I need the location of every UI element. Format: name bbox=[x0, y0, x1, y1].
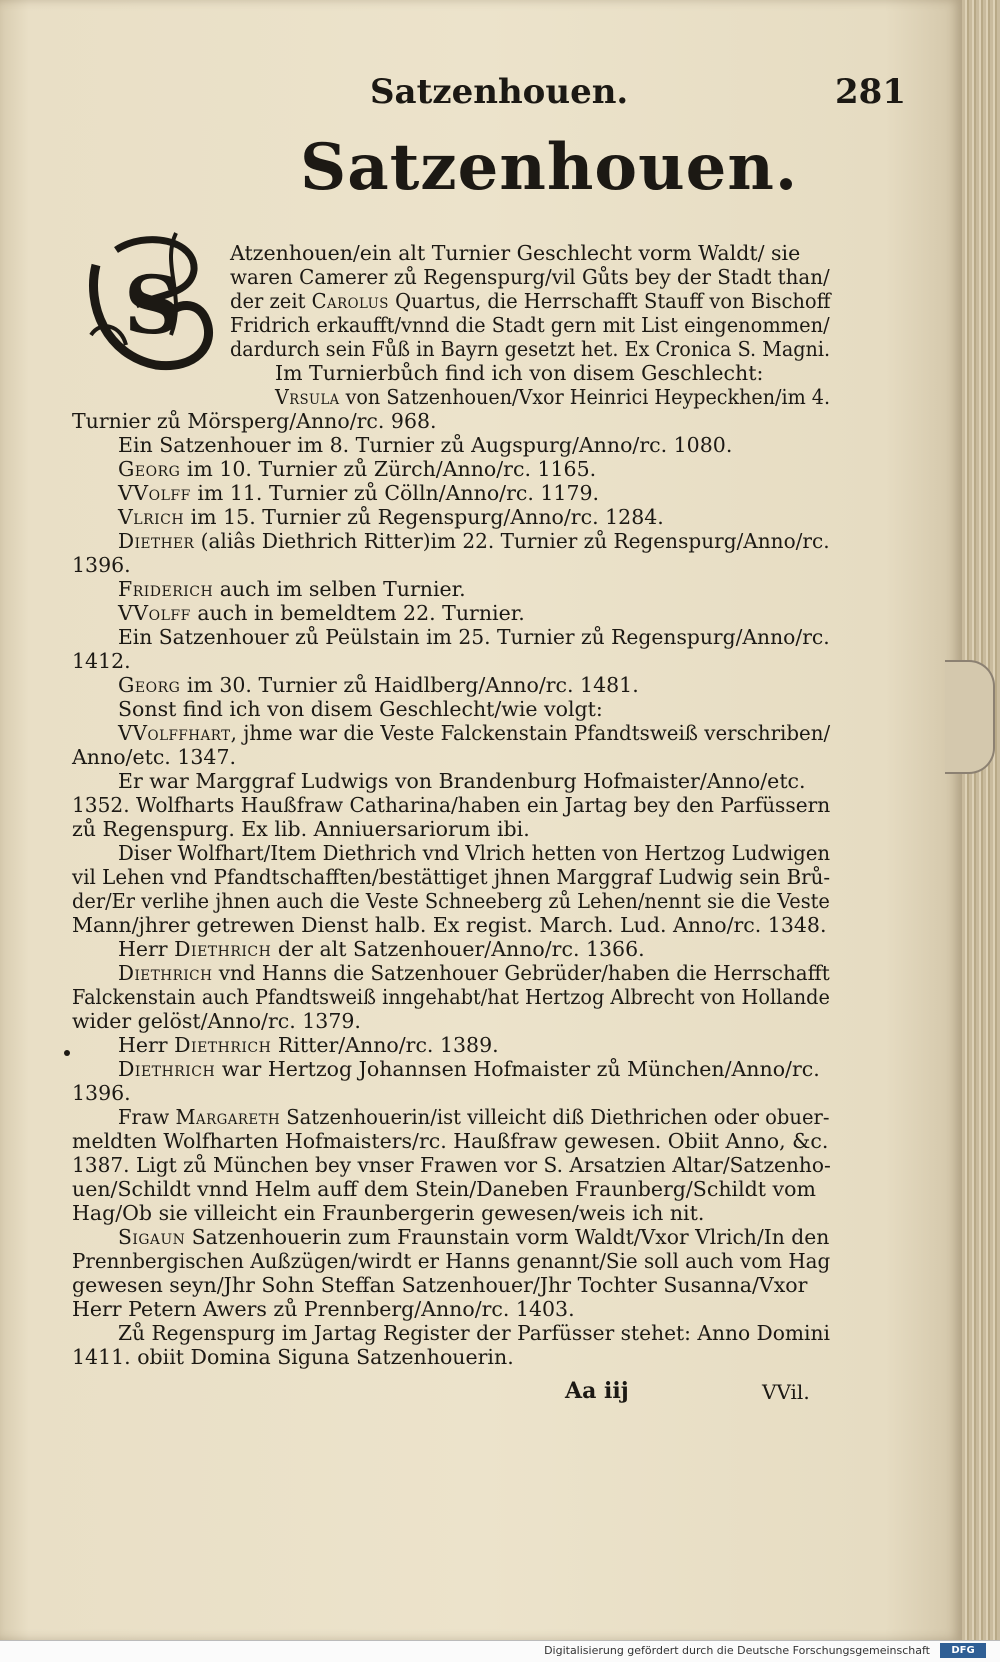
text-run: 1396. bbox=[72, 1081, 131, 1105]
text-line bbox=[72, 649, 131, 673]
text-run: vnd Hanns die Satzenhouer Gebrüder/haben die Herrschafft bbox=[212, 961, 830, 985]
name-smallcaps: Diethrich bbox=[118, 1057, 216, 1081]
text-line bbox=[118, 625, 830, 649]
text-run: Satzenhouerin/ist villeicht diß Diethrichen oder obuer- bbox=[280, 1105, 830, 1129]
text-line bbox=[72, 1345, 514, 1369]
name-smallcaps: Diether bbox=[118, 529, 195, 553]
text-run: der/Er verlihe jhnen auch die Veste Schneeberg zů Lehen/nennt sie die Veste bbox=[72, 889, 830, 913]
text-line bbox=[72, 817, 530, 841]
text-run: Herr Petern Awers zů Prennberg/Anno/rc. 1403. bbox=[72, 1297, 575, 1321]
text-line bbox=[118, 1057, 820, 1081]
text-run: Quartus, die Herrschafft Stauff von Bischoff bbox=[388, 289, 831, 313]
text-line bbox=[72, 913, 827, 937]
text-line bbox=[72, 985, 830, 1009]
text-line bbox=[118, 841, 830, 865]
text-run: auch in bemeldtem 22. Turnier. bbox=[190, 601, 525, 625]
text-run: der zeit bbox=[230, 289, 312, 313]
text-line bbox=[118, 433, 732, 457]
text-line bbox=[118, 673, 639, 697]
text-line bbox=[118, 1105, 829, 1129]
text-run: , jhme war die Veste Falckenstain Pfandtsweiß verschriben/ bbox=[230, 721, 831, 745]
text-line bbox=[72, 1201, 704, 1225]
name-smallcaps: Vlrich bbox=[118, 505, 185, 529]
page-title: Satzenhouen. bbox=[300, 130, 799, 205]
text-line bbox=[230, 289, 831, 313]
text-run: Ein Satzenhouer im 8. Turnier zů Augspurg/Anno/rc. 1080. bbox=[118, 433, 733, 457]
text-line bbox=[118, 577, 466, 601]
book-clasp bbox=[945, 660, 995, 774]
text-line bbox=[118, 1321, 830, 1345]
text-run: 1352. Wolfharts Haußfraw Catharina/haben ein Jartag bey den Parfüssern bbox=[72, 793, 831, 817]
name-smallcaps: VVolff bbox=[118, 601, 191, 625]
dfg-logo: DFG bbox=[940, 1643, 986, 1658]
text-line bbox=[72, 553, 131, 577]
text-run: meldten Wolfharten Hofmaisters/rc. Haußfraw gewesen. Obiit Anno, &c. bbox=[72, 1129, 829, 1153]
text-line bbox=[118, 697, 603, 721]
text-line bbox=[72, 889, 830, 913]
text-line bbox=[118, 721, 830, 745]
text-line bbox=[72, 865, 830, 889]
text-line bbox=[72, 409, 437, 433]
text-line bbox=[230, 313, 830, 337]
text-line bbox=[72, 1273, 807, 1297]
running-title: Satzenhouen. bbox=[370, 72, 629, 112]
text-line bbox=[72, 1129, 828, 1153]
text-run: Er war Marggraf Ludwigs von Brandenburg Hofmaister/Anno/etc. bbox=[118, 769, 806, 793]
text-line bbox=[275, 385, 830, 409]
text-line bbox=[230, 265, 830, 289]
name-smallcaps: Carolus bbox=[311, 289, 389, 313]
name-smallcaps: Margareth bbox=[175, 1105, 281, 1129]
text-line bbox=[72, 1153, 831, 1177]
signature-mark: Aa iij bbox=[565, 1378, 629, 1404]
text-line bbox=[72, 1249, 830, 1273]
text-line bbox=[118, 505, 664, 529]
page-number: 281 bbox=[835, 72, 906, 112]
text-line bbox=[118, 1225, 829, 1249]
text-run: der alt Satzenhouer/Anno/rc. 1366. bbox=[271, 937, 645, 961]
text-run: (aliâs Diethrich Ritter)im 22. Turnier zů Regenspurg/Anno/rc. bbox=[194, 529, 830, 553]
text-run: Mann/jhrer getrewen Dienst halb. Ex regist. March. Lud. Anno/rc. 1348. bbox=[72, 913, 827, 937]
text-run: uen/Schildt vnnd Helm auff dem Stein/Daneben Fraunberg/Schildt vom bbox=[72, 1177, 816, 1201]
text-run: vil Lehen vnd Pfandtschafften/bestättiget jhnen Marggraf Ludwig sein Brů- bbox=[72, 865, 831, 889]
text-run: Ritter/Anno/rc. 1389. bbox=[271, 1033, 499, 1057]
text-run: 1396. bbox=[72, 553, 131, 577]
text-line bbox=[230, 241, 800, 265]
text-line bbox=[118, 1033, 499, 1057]
text-line bbox=[118, 529, 830, 553]
text-line bbox=[72, 1009, 361, 1033]
text-run: gewesen seyn/Jhr Sohn Steffan Satzenhouer/Jhr Tochter Susanna/Vxor bbox=[72, 1273, 808, 1297]
text-run: 1412. bbox=[72, 649, 131, 673]
text-run: Satzenhouerin zum Fraunstain vorm Waldt/Vxor Vlrich/In den bbox=[185, 1225, 830, 1249]
footer-strip bbox=[0, 1640, 1000, 1662]
text-run: Herr bbox=[118, 1033, 175, 1057]
text-run: zů Regenspurg. Ex lib. Anniuersariorum ibi. bbox=[72, 817, 530, 841]
text-line bbox=[72, 1177, 816, 1201]
text-line bbox=[118, 937, 645, 961]
text-run: 1411. obiit Domina Siguna Satzenhouerin. bbox=[72, 1345, 514, 1369]
text-run: Ein Satzenhouer zů Peülstain im 25. Turnier zů Regenspurg/Anno/rc. bbox=[118, 625, 830, 649]
name-smallcaps: Vrsula bbox=[275, 385, 340, 409]
text-run: Turnier zů Mörsperg/Anno/rc. 968. bbox=[72, 409, 437, 433]
footer-note: Digitalisierung gefördert durch die Deutsche Forschungsgemeinschaft bbox=[544, 1644, 930, 1657]
text-line bbox=[118, 457, 596, 481]
text-run: Zů Regenspurg im Jartag Register der Parfüsser stehet: Anno Domini bbox=[118, 1321, 830, 1345]
text-line bbox=[72, 1081, 131, 1105]
text-line bbox=[275, 361, 763, 385]
text-run: Fraw bbox=[118, 1105, 176, 1129]
text-run: Falckenstain auch Pfandtsweiß inngehabt/hat Hertzog Albrecht von Hollande bbox=[72, 985, 830, 1009]
text-line bbox=[118, 601, 525, 625]
text-run: Herr bbox=[118, 937, 175, 961]
text-run: wider gelöst/Anno/rc. 1379. bbox=[72, 1009, 361, 1033]
name-smallcaps: VVolff bbox=[118, 481, 191, 505]
name-smallcaps: Friderich bbox=[118, 577, 214, 601]
text-run: Diser Wolfhart/Item Diethrich vnd Vlrich hetten von Hertzog Ludwigen bbox=[118, 841, 831, 865]
margin-dot bbox=[64, 1050, 70, 1056]
text-line bbox=[72, 745, 236, 769]
text-run: 1387. Ligt zů München bey vnser Frawen vor S. Arsatzien Altar/Satzenho- bbox=[72, 1153, 831, 1177]
text-run: von Satzenhouen/Vxor Heinrici Heypeckhen/im 4. bbox=[339, 385, 831, 409]
text-line bbox=[118, 961, 830, 985]
text-run: Hag/Ob sie villeicht ein Fraunbergerin gewesen/weis ich nit. bbox=[72, 1201, 705, 1225]
catchword: VVil. bbox=[762, 1380, 810, 1404]
text-run: auch im selben Turnier. bbox=[213, 577, 466, 601]
text-run: dardurch sein Fůß in Bayrn gesetzt het. Ex Cronica S. Magni. bbox=[230, 337, 831, 361]
text-line bbox=[118, 769, 806, 793]
name-smallcaps: Diethrich bbox=[118, 961, 213, 985]
text-run: war Hertzog Johannsen Hofmaister zů München/Anno/rc. bbox=[215, 1057, 820, 1081]
drop-cap-letter: S bbox=[124, 258, 182, 352]
text-line bbox=[72, 793, 830, 817]
name-smallcaps: Diethrich bbox=[174, 1033, 272, 1057]
name-smallcaps: Georg bbox=[118, 457, 181, 481]
name-smallcaps: Sigaun bbox=[118, 1225, 186, 1249]
text-run: Im Turnierbůch find ich von disem Geschlecht: bbox=[275, 361, 764, 385]
text-run: Prennbergischen Außzügen/wirdt er Hanns genannt/Sie soll auch vom Hag bbox=[72, 1249, 831, 1273]
name-smallcaps: Georg bbox=[118, 673, 181, 697]
name-smallcaps: Diethrich bbox=[174, 937, 272, 961]
text-run: im 10. Turnier zů Zürch/Anno/rc. 1165. bbox=[180, 457, 597, 481]
decorated-initial bbox=[76, 225, 226, 375]
text-run: im 15. Turnier zů Regenspurg/Anno/rc. 1284. bbox=[184, 505, 664, 529]
text-run: Sonst find ich von disem Geschlecht/wie volgt: bbox=[118, 697, 603, 721]
text-line bbox=[72, 1297, 575, 1321]
page-edges bbox=[962, 0, 1000, 1640]
text-run: waren Camerer zů Regenspurg/vil Gůts bey der Stadt than/ bbox=[230, 265, 830, 289]
text-run: im 30. Turnier zů Haidlberg/Anno/rc. 1481. bbox=[180, 673, 639, 697]
text-line bbox=[118, 481, 599, 505]
text-run: Fridrich erkaufft/vnnd die Stadt gern mit List eingenommen/ bbox=[230, 313, 830, 337]
text-line bbox=[230, 337, 830, 361]
text-run: im 11. Turnier zů Cölln/Anno/rc. 1179. bbox=[190, 481, 600, 505]
text-run: Anno/etc. 1347. bbox=[72, 745, 237, 769]
name-smallcaps: VVolffhart bbox=[118, 721, 231, 745]
text-run: Atzenhouen/ein alt Turnier Geschlecht vorm Waldt/ sie bbox=[230, 241, 801, 265]
